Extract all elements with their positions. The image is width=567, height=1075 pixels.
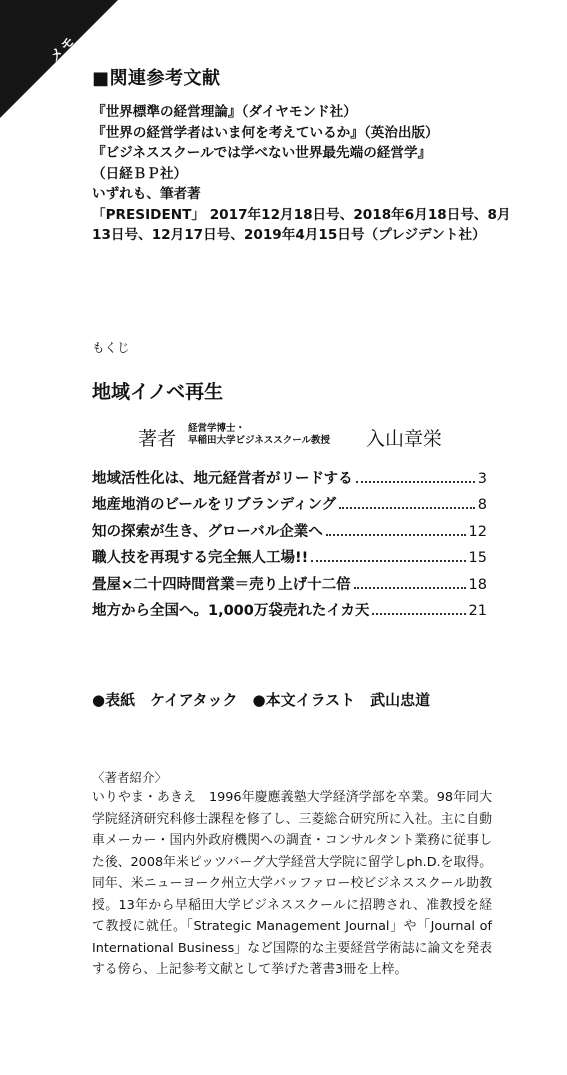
credits-line: ●表紙 ケイアタック ●本文イラスト 武山忠道 (92, 691, 431, 709)
toc-leader-dots (311, 560, 465, 562)
toc-entry-page: 3 (477, 471, 487, 487)
toc-leader-dots (372, 613, 465, 615)
toc-entry[interactable] (92, 599, 487, 625)
reference-item: いずれも、筆者著 (92, 186, 201, 202)
toc-entry[interactable] (92, 493, 487, 519)
table-of-contents (92, 467, 487, 625)
toc-entry-title: 地産地消のビールをリブランディング (92, 497, 337, 514)
reference-item: 『ビジネススクールでは学べない世界最先端の経営学』 (92, 145, 432, 161)
memo-tag: メモ (47, 32, 80, 65)
author-label: 著者 (138, 428, 177, 450)
bio-heading: 〈著者紹介〉 (92, 770, 168, 785)
reference-item: 『世界標準の経営理論』（ダイヤモンド社） (92, 104, 357, 120)
contents-label: もくじ (92, 340, 130, 355)
toc-entry-page: 21 (468, 602, 487, 619)
toc-entry[interactable] (92, 520, 487, 546)
toc-entry-page: 15 (468, 550, 487, 567)
reference-item: 『世界の経営学者はいま何を考えているか』（英治出版） (92, 124, 439, 141)
toc-entry-title: 地域活性化は、地元経営者がリードする (92, 471, 353, 487)
toc-entry-title: 畳屋×二十四時間営業＝売り上げ十二倍 (92, 576, 351, 593)
author-row (138, 422, 498, 452)
references-section (92, 64, 512, 246)
author-name: 入山章栄 (366, 428, 443, 450)
toc-leader-dots (326, 534, 466, 536)
toc-entry[interactable] (92, 546, 487, 572)
toc-leader-dots (339, 507, 475, 509)
toc-leader-dots (354, 587, 466, 589)
toc-entry-title: 知の探索が生き、グローバル企業へ (92, 523, 323, 540)
references-title: ■関連参考文献 (92, 68, 221, 89)
reference-item: （日経ＢＰ社） (92, 165, 188, 182)
toc-leader-dots (356, 481, 475, 483)
bio-text: いりやま・あきえ 1996年慶應義塾大学経済学部を卒業。98年同大学院経済研究科修士課程を修了し、三菱総合研究所に入社。主に自動車メーカー・国内外政府機関への調査・コンサルタント業務に従事した後、2008年米ピッツバーグ大学経営大学院に留学しph.D.を取得。同年、米ニューヨーク州立大学バッファロー校ビジネススクール助教授。13年から早稲田大学ビジネススクールに招聘され、准教授を経て教授に就任。「Strategic Management Journal」や「Journal of International Business」など国際的な主要経営学術誌に論文を発表する傍ら、上記参考文献として挙げた著書3冊を上梓。 (92, 790, 492, 977)
reference-item: 「PRESIDENT」 2017年12月18日号、2018年6月18日号、8月13日号、12月17日号、2019年4月15日号（プレジデント社） (92, 206, 511, 243)
toc-entry-title: 地方から全国へ。1,000万袋売れたイカ天 (92, 602, 370, 619)
toc-entry-title: 職人技を再現する完全無人工場!! (92, 550, 309, 567)
author-affiliation-line: 経営学博士・ (188, 423, 246, 434)
toc-entry-page: 8 (477, 497, 487, 514)
author-affiliation-line: 早稲田大学ビジネススクール教授 (188, 435, 331, 446)
author-affiliation (188, 423, 330, 447)
toc-entry[interactable] (92, 573, 487, 599)
toc-entry-page: 12 (468, 523, 487, 540)
toc-entry-page: 18 (468, 576, 487, 593)
toc-entry[interactable] (92, 467, 487, 493)
series-title: 地域イノベ再生 (92, 381, 224, 403)
